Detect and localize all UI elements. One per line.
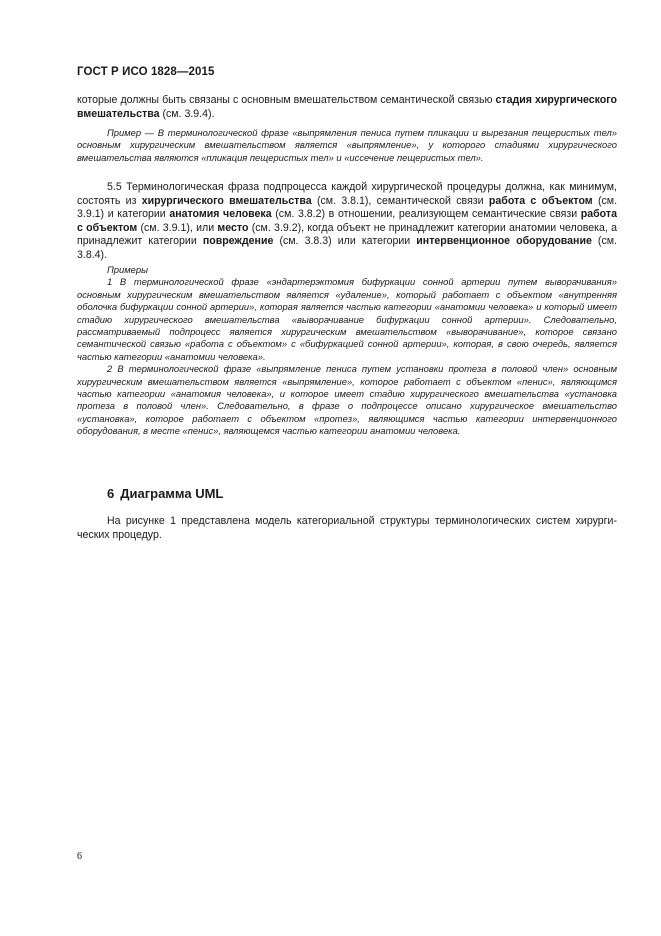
page-number: 6	[77, 851, 82, 862]
paragraph-text: (см. 3.8.2) в отношении, реализующем семантические связи	[271, 208, 581, 221]
example-2: 2 В терминологической фразе «выпрямление пениса путем установки протеза в половой член» основным хирургическим вмешательством является «выпрямление», которое работает с объектом «пенис», являющимся частью категории «анатомия человека», и которое имеет стадию хирургического вмешательства «установка протеза в половой член». Следовательно, в фразе о подпроцессе описано хирургическое вмешательство «установка», которое работает с объектом «протез», являющимся частью категории интервенционного оборудования, в месте «пенис», являющемся частью категории анатомии человека.	[77, 363, 617, 437]
paragraph-text: (см. 3.8.3) или категории	[273, 235, 417, 248]
paragraph-text: (см. 3.9.2), когда объект не принадлежит категории анатомии человека, а принадлежит категории	[77, 221, 617, 248]
example-note	[77, 127, 617, 164]
paragraph-text: 5.5 Терминологическая фраза подпроцесса каждой хирургической процедуры должна, как минимум, состоять из	[77, 181, 617, 207]
term-bold: анатомия человека	[169, 208, 272, 221]
paragraph-text: (см. 3.9.4).	[159, 107, 215, 120]
example-1: 1 В терминологической фразе «эндартерэктомия бифуркации сонной артерии путем выворачивания» основным хирургическим вмешательством является «удаление», который работает с объектом «внутренняя оболочка бифуркации сонной артерии», которая является частью категории «анатомии человека» и который имеет стадию хирургического вмешательства «выворачивание бифуркации сонной артерии». Следовательно, рассматриваемый подпроцесс является хирургическим вмешательством «выворачивание», которое связано семантической связью «работа с объектом» с «бифуркацией сонной артерии», которая, в свою очередь, является частью категории «анатомии человека».	[77, 276, 617, 362]
paragraph-text: (см. 3.9.1) и категории	[77, 194, 618, 221]
examples-block	[77, 264, 617, 438]
paragraph-text: которые должны быть связаны с основным вмешательством семантической связью	[77, 94, 496, 106]
section-title-text: Диаграмма UML	[120, 486, 224, 501]
term-bold: работа с объектом	[488, 194, 593, 207]
section-6-paragraph	[77, 515, 617, 542]
section-heading	[107, 486, 223, 501]
term-bold: повреждение	[202, 235, 274, 248]
term-bold: работа с объектом	[77, 208, 617, 234]
term-bold: интервенционное оборудование	[416, 235, 592, 248]
paragraph-text: На рисунке 1 представлена модель категориальной структуры терминологических систем хирургических процедур.	[77, 515, 617, 541]
paragraph-text: (см. 3.8.4).	[77, 235, 617, 261]
term-bold: хирургического вмешательства	[141, 194, 312, 207]
paragraph-5-5	[77, 181, 617, 263]
examples-title: Примеры	[107, 264, 148, 275]
term-bold: стадия хирургического вмешательства	[77, 94, 617, 120]
paragraph-text: (см. 3.8.1), семантической связи	[311, 194, 489, 207]
section-number: 6	[107, 486, 115, 501]
paragraph-text: (см. 3.9.1), или	[137, 221, 218, 234]
note-text: Пример — В терминологической фразе «выпрямления пениса путем пликации и вырезания пещеристых тел» основным хирургическим вмешательством является «выпрямление», у которого стадиями хирургического вмешательства являются «пликация пещеристых тел» и «иссечение пещеристых тел».	[77, 127, 617, 163]
document-header: ГОСТ Р ИСО 1828—2015	[77, 66, 215, 78]
continued-paragraph	[77, 94, 617, 121]
term-bold: место	[217, 221, 249, 234]
